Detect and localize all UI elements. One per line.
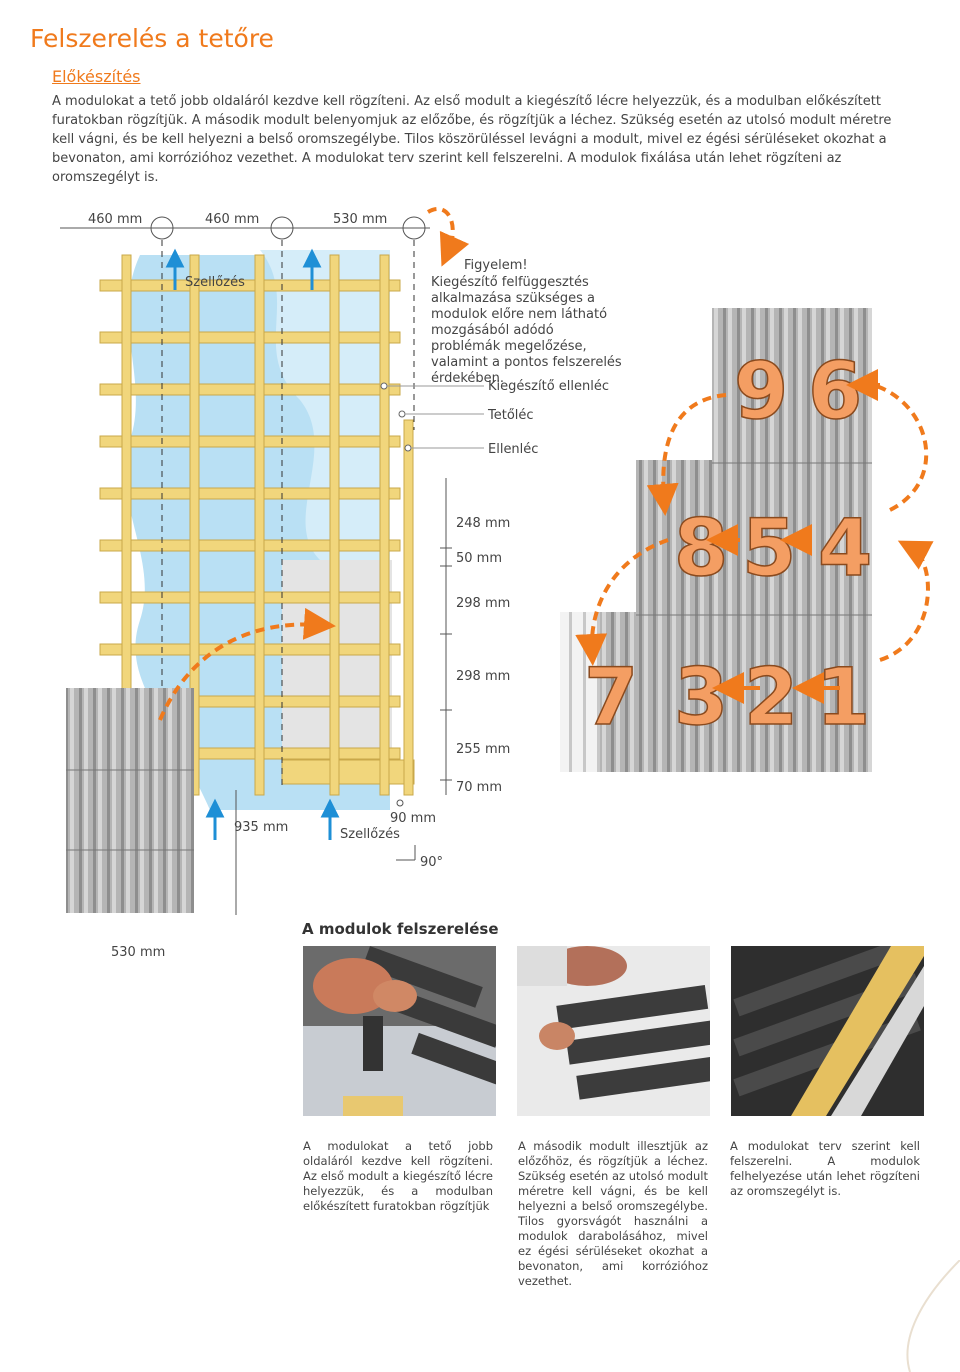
sequence-number: 5 <box>742 504 797 594</box>
dim-width: 530 mm <box>111 945 166 960</box>
dim-side-5: 255 mm <box>456 742 511 757</box>
vent-label-bottom: Szellőzés <box>340 827 400 842</box>
intro-paragraph: A modulokat a tető jobb oldaláról kezdve kell rögzíteni. Az első modult a kiegészítő lécre helyezzük, és a modulban előkészített furatokban rögzítjük. A második modult belenyomjuk az előzőbe, és rögzítjük a léchez. Szükség esetén az utolsó modult méretre kell vágni, és be kell helyezni a belső oromszegélybe. Tilos köszörüléssel levágni a modult, mivel ez égési sérüléseket okozhat a bevonaton, ami korrózióhoz vezethet. A modulokat terv szerint kell felszerelni. A modulok fixálása után lehet rögzíteni az oromszegélyt is. <box>52 94 892 185</box>
section-subtitle: Előkészítés <box>52 67 141 86</box>
label-counter-batten-extra: Kiegészítő ellenléc <box>488 379 609 394</box>
caption-2: A második modult illesztjük az előzőhöz, és rögzítjük a léchez. Szükség esetén az utolsó modult méretre kell vágni, és be kell helyezni a belső oromszegélybe. Tilos gyorsvágót használni a modulok darabolásához, mivel ez égési sérüléseket okozhat a bevonaton, ami korrózióhoz vezethet. <box>518 1139 708 1288</box>
sequence-number: 2 <box>744 653 799 743</box>
decorative-curve <box>880 1260 960 1372</box>
vent-label-top: Szellőzés <box>185 275 245 290</box>
dim-top-1: 460 mm <box>88 212 143 227</box>
label-counter-batten: Ellenléc <box>488 442 539 457</box>
sequence-number: 9 <box>734 347 789 437</box>
dim-side-1: 248 mm <box>456 516 511 531</box>
dim-side-2: 50 mm <box>456 551 503 566</box>
dim-side-6: 70 mm <box>456 780 503 795</box>
warning-text: Kiegészítő felfüggesztés alkalmazása szükséges a modulok előre nem látható mozgásából adódó problémák megelőzése, valamint a pontos felszerelés érdekében. <box>431 275 622 386</box>
dim-top-2: 460 mm <box>205 212 260 227</box>
bottom-batten <box>282 760 414 784</box>
move-arrow-icon <box>428 209 453 252</box>
dim-side-4: 298 mm <box>456 669 511 684</box>
sequence-number: 6 <box>808 347 863 437</box>
dim-angle: 90° <box>420 855 444 870</box>
label-batten: Tetőléc <box>488 408 534 423</box>
sequence-number: 3 <box>674 653 729 743</box>
photo-fitting <box>517 946 710 1116</box>
dim-overhang: 90 mm <box>390 811 437 826</box>
sequence-number: 8 <box>674 504 729 594</box>
page-title: Felszerelés a tetőre <box>30 24 274 53</box>
warning-title: Figyelem! <box>464 258 528 273</box>
caption-3: A modulokat terv szerint kell felszerelni. A modulok felhelyezése után lehet rögzíteni az oromszegélyt is. <box>730 1139 920 1198</box>
dim-height: 935 mm <box>234 820 289 835</box>
photo-finished <box>731 946 924 1116</box>
photo-drilling <box>303 946 496 1116</box>
dim-top-3: 530 mm <box>333 212 388 227</box>
dim-side-3: 298 mm <box>456 596 511 611</box>
sequence-number: 7 <box>584 653 639 743</box>
caption-1: A modulokat a tető jobb oldaláról kezdve kell rögzíteni. Az első modult a kiegészítő lécre helyezzük, és a modulban előkészített furatokban rögzítjük <box>303 1139 493 1213</box>
tile-module-left <box>66 688 194 913</box>
sequence-number: 4 <box>818 504 873 594</box>
sequence-number: 1 <box>816 653 871 743</box>
section-title: A modulok felszerelése <box>302 920 499 938</box>
